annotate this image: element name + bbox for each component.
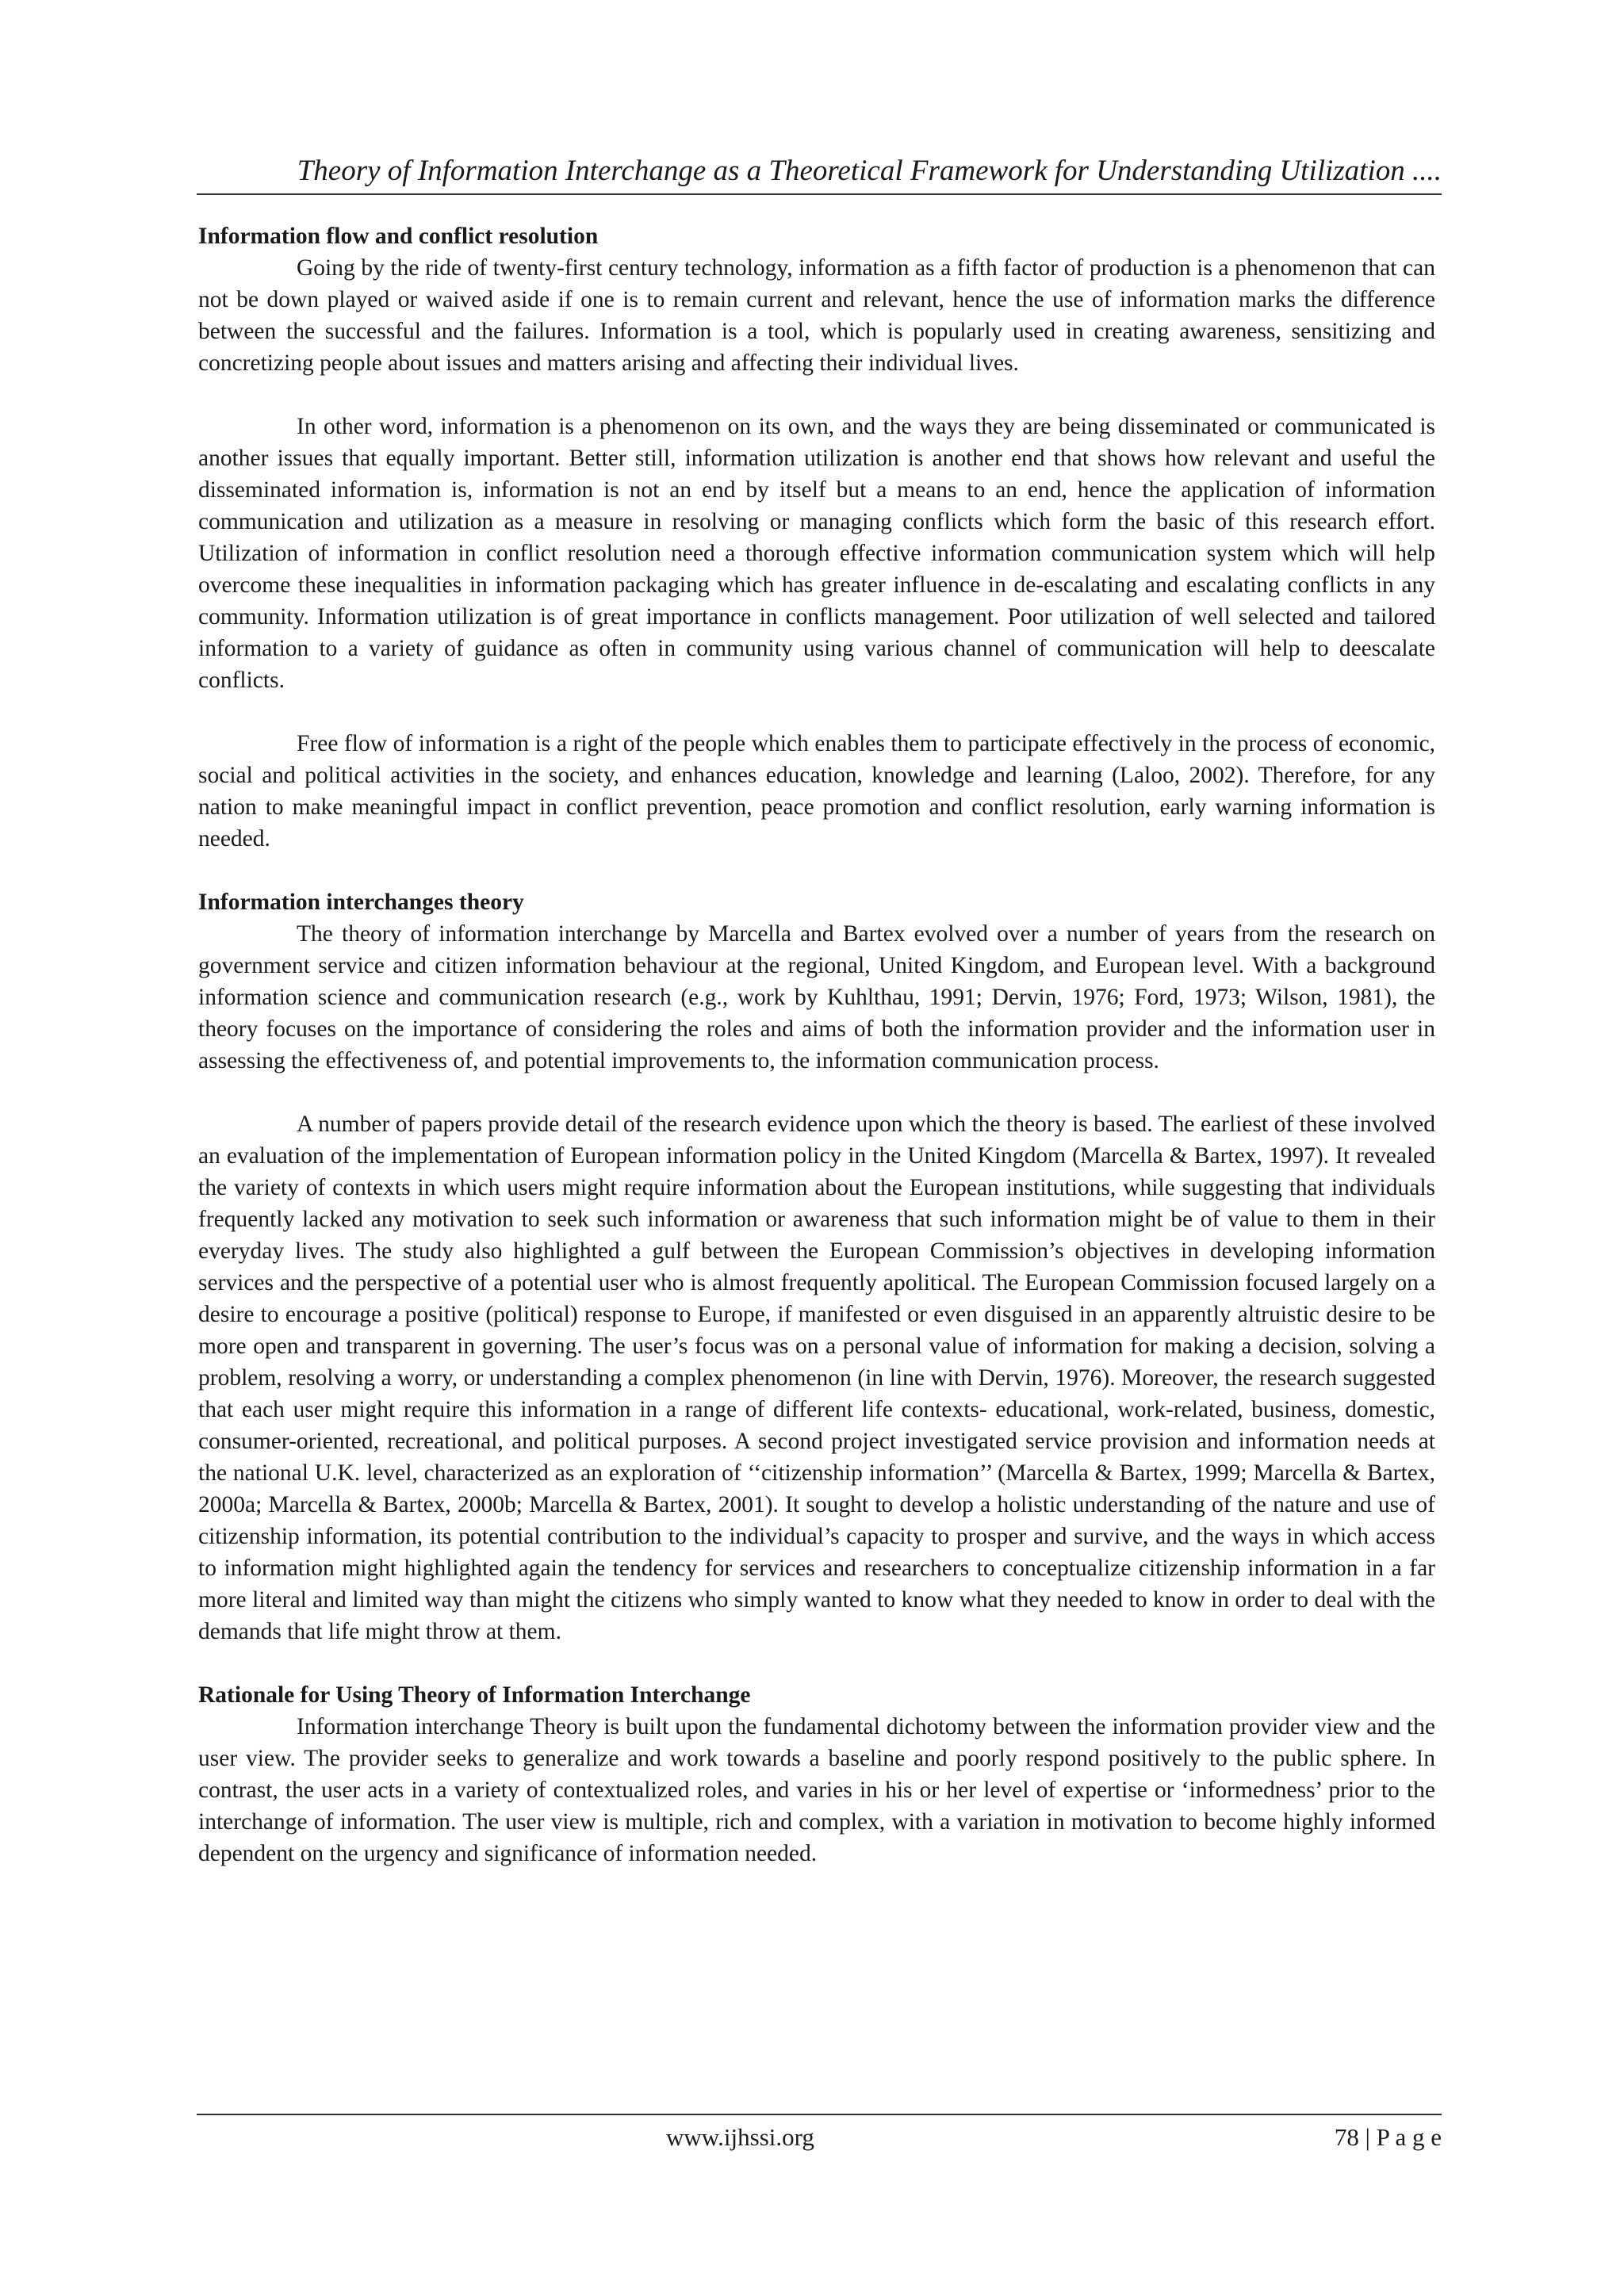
header-divider: [197, 193, 1442, 195]
section-heading-information-flow: Information flow and conflict resolution: [198, 224, 599, 249]
running-header-title: Theory of Information Interchange as a Theoretical Framework for Understanding Utilization ....: [297, 155, 1442, 187]
paragraph: In other word, information is a phenomenon on its own, and the ways they are being disseminated or communicated is another issues that equally important. Better still, information utilization is another end that shows how relevant and useful the disseminated information is, information is not an end by itself but a means to an end, hence the application of information communication and utilization as a measure in resolving or managing conflicts which form the basic of this research effort. Utilization of information in conflict resolution need a thorough effective information communication system which will help overcome these inequalities in information packaging which has greater influence in de-escalating and escalating conflicts in any community. Information utilization is of great importance in conflicts management. Poor utilization of well selected and tailored information to a variety of guidance as often in community using various channel of communication will help to deescalate conflicts.: [198, 414, 1435, 693]
section-heading-information-interchanges: Information interchanges theory: [198, 890, 524, 915]
paragraph: Information interchange Theory is built upon the fundamental dichotomy between the information provider view and the user view. The provider seeks to generalize and work towards a baseline and poorly respond positively to the public sphere. In contrast, the user acts in a variety of contextualized roles, and varies in his or her level of expertise or ‘informedness’ prior to the interchange of information. The user view is multiple, rich and complex, with a variation in motivation to become highly informed dependent on the urgency and significance of information needed.: [198, 1714, 1435, 1866]
footer-website-link[interactable]: www.ijhssi.org: [666, 2123, 814, 2151]
footer-divider: [197, 2114, 1442, 2115]
paragraph: The theory of information interchange by Marcella and Bartex evolved over a number of years from the research on government service and citizen information behaviour at the regional, United Kingdom, and European level. With a background information science and communication research (e.g., work by Kuhlthau, 1991; Dervin, 1976; Ford, 1973; Wilson, 1981), the theory focuses on the importance of considering the roles and aims of both the information provider and the information user in assessing the effectiveness of, and potential improvements to, the information communication process.: [198, 921, 1435, 1073]
paragraph: Going by the ride of twenty-first century technology, information as a fifth factor of production is a phenomenon that can not be down played or waived aside if one is to remain current and relevant, hence the use of information marks the difference between the successful and the failures. Information is a tool, which is popularly used in creating awareness, sensitizing and concretizing people about issues and matters arising and affecting their individual lives.: [198, 255, 1435, 376]
article-body: [198, 220, 1435, 1869]
section-heading-rationale: Rationale for Using Theory of Information Interchange: [198, 1682, 751, 1708]
paragraph: A number of papers provide detail of the research evidence upon which the theory is based. The earliest of these involved an evaluation of the implementation of European information policy in the United Kingdom (Marcella & Bartex, 1997). It revealed the variety of contexts in which users might require information about the European institutions, while suggesting that individuals frequently lacked any motivation to seek such information or awareness that such information might be of value to them in their everyday lives. The study also highlighted a gulf between the European Commission’s objectives in developing information services and the perspective of a potential user who is almost frequently apolitical. The European Commission focused largely on a desire to encourage a positive (political) response to Europe, if manifested or even disguised in an apparently altruistic desire to be more open and transparent in governing. The user’s focus was on a personal value of information for making a decision, solving a problem, resolving a worry, or understanding a complex phenomenon (in line with Dervin, 1976). Moreover, the research suggested that each user might require this information in a range of different life contexts- educational, work-related, business, domestic, consumer-oriented, recreational, and political purposes. A second project investigated service provision and information needs at the national U.K. level, characterized as an exploration of ‘‘citizenship information’’ (Marcella & Bartex, 1999; Marcella & Bartex, 2000a; Marcella & Bartex, 2000b; Marcella & Bartex, 2001). It sought to develop a holistic understanding of the nature and use of citizenship information, its potential contribution to the individual’s capacity to prosper and survive, and the ways in which access to information might highlighted again the tendency for services and researchers to conceptualize citizenship information in a far more literal and limited way than might the citizens who simply wanted to know what they needed to know in order to deal with the demands that life might throw at them.: [198, 1112, 1435, 1644]
page-number: 78 | P a g e: [1334, 2123, 1442, 2151]
paragraph: Free flow of information is a right of the people which enables them to participate effectively in the process of economic, social and political activities in the society, and enhances education, knowledge and learning (Laloo, 2002). Therefore, for any nation to make meaningful impact in conflict prevention, peace promotion and conflict resolution, early warning information is needed.: [198, 731, 1435, 851]
